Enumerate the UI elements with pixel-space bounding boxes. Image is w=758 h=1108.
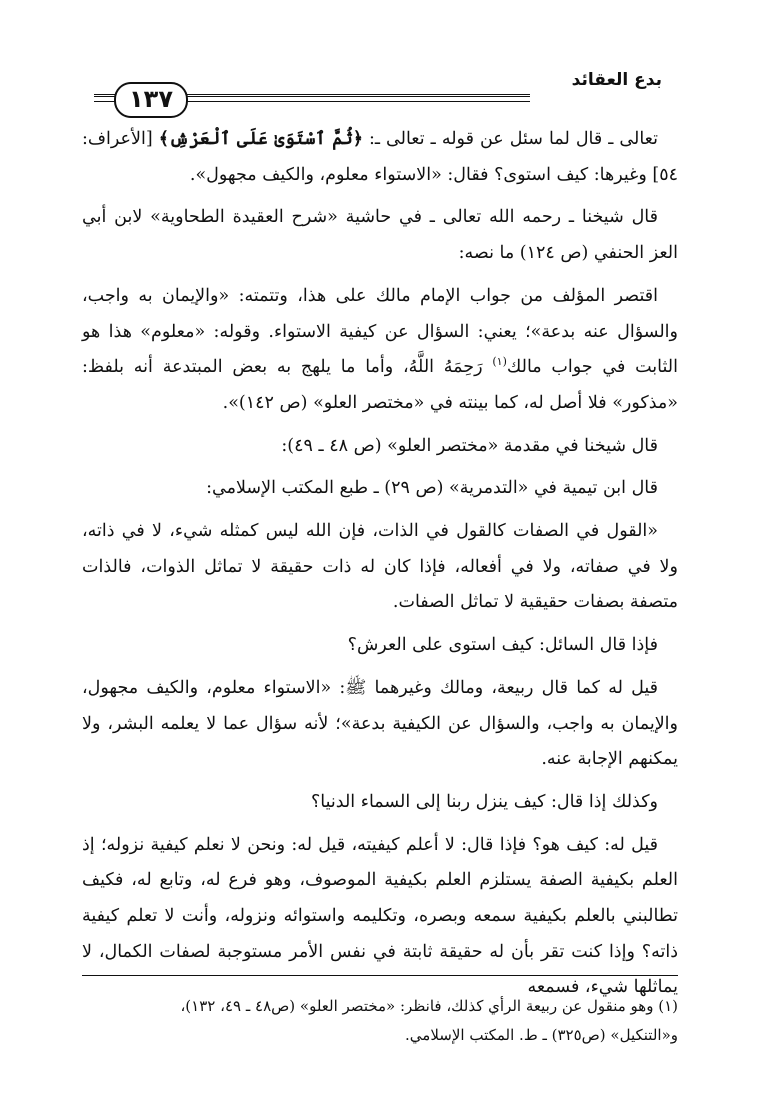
paragraph-6: «القول في الصفات كالقول في الذات، فإن الله ليس كمثله شيء، لا في ذاته، ولا في صفاته، ولا في أفعاله، فإذا كان له ذات حقيقة لا تماثل الذوات، فالذات متصفة بصفات حقيقية لا تماثل الصفات. (82, 521, 678, 613)
footnote-1-line-1: (١) وهو منقول عن ربيعة الرأي كذلك، فانظر: «مختصر العلو» (ص٤٨ ـ ٤٩، ١٣٢)، (180, 997, 678, 1015)
paragraph-1: تعالى ـ قال لما سئل عن قوله ـ تعالى ـ: ﴿ثُمَّ ٱسْتَوَىٰ عَلَى ٱلْعَرْشِ﴾ [الأعراف: ٥٤] وغيرها: كيف استوى؟ فقال: «الاستواء معلوم، والكيف مجهول». (82, 129, 678, 185)
paragraph-2: قال شيخنا ـ رحمه الله تعالى ـ في حاشية «شرح العقيدة الطحاوية» لابن أبي العز الحنفي (ص ١٢٤) ما نصه: (82, 207, 678, 264)
paragraph-3: اقتصر المؤلف من جواب الإمام مالك على هذا، وتتمته: «والإيمان به واجب، والسؤال عنه بدعة»؛ يعني: السؤال عن كيفية الاستواء. وقوله: «معلوم» هذا هو الثابت في جواب مالك$^{(١)}$ رَحِمَهُ اللَّهُ، وأما ما يلهج به بعض المبتدعة أنه بلفظ: «مذكور» فلا أصل له، كما بينته في «مختصر العلو» (ص ١٤٢)». (82, 285, 678, 413)
paragraph-4: قال شيخنا في مقدمة «مختصر العلو» (ص ٤٨ ـ ٤٩): (281, 435, 658, 456)
paragraph-5: قال ابن تيمية في «التدمرية» (ص ٢٩) ـ طبع المكتب الإسلامي: (206, 478, 658, 499)
running-header-title: بدع العقائد (571, 70, 662, 90)
footnote-rule (82, 975, 678, 976)
paragraph-9: وكذلك إذا قال: كيف ينزل ربنا إلى السماء الدنيا؟ (311, 791, 658, 812)
paragraph-8: قيل له كما قال ربيعة، ومالك وغيرهما ﷺ: «الاستواء معلوم، والكيف مجهول، والإيمان به واجب، والسؤال عن الكيفية بدعة»؛ لأنه سؤال عما لا يعلمه البشر، ولا يمكنهم الإجابة عنه. (82, 677, 678, 770)
main-text (82, 122, 678, 1006)
quran-verse: ﴿ثُمَّ ٱسْتَوَىٰ عَلَى ٱلْعَرْشِ﴾ (158, 129, 363, 149)
footnote-ref[interactable]: (١) (492, 355, 507, 369)
paragraph-7: فإذا قال السائل: كيف استوى على العرش؟ (347, 635, 658, 656)
footnotes (82, 992, 678, 1050)
paragraph-10: قيل له: كيف هو؟ فإذا قال: لا أعلم كيفيته، قيل له: ونحن لا نعلم كيفية نزوله؛ إذ العلم بكيفية الصفة يستلزم العلم بكيفية الموصوف، وهو فرع له، وتابع له، فكيف تطالبني بالعلم بكيفية سمعه وبصره، وتكليمه واستوائه ونزوله، وأنت لا تعلم كيفية ذاته؟ وإذا كنت تقر بأن له حقيقة ثابتة في نفس الأمر مستوجبة لصفات الكمال، لا يماثلها شيء، فسمعه (82, 834, 678, 998)
footnote-1-line-2: و«التنكيل» (ص٣٢٥) ـ ط. المكتب الإسلامي. (405, 1026, 678, 1044)
page-number: ١٣٧ (114, 82, 188, 118)
